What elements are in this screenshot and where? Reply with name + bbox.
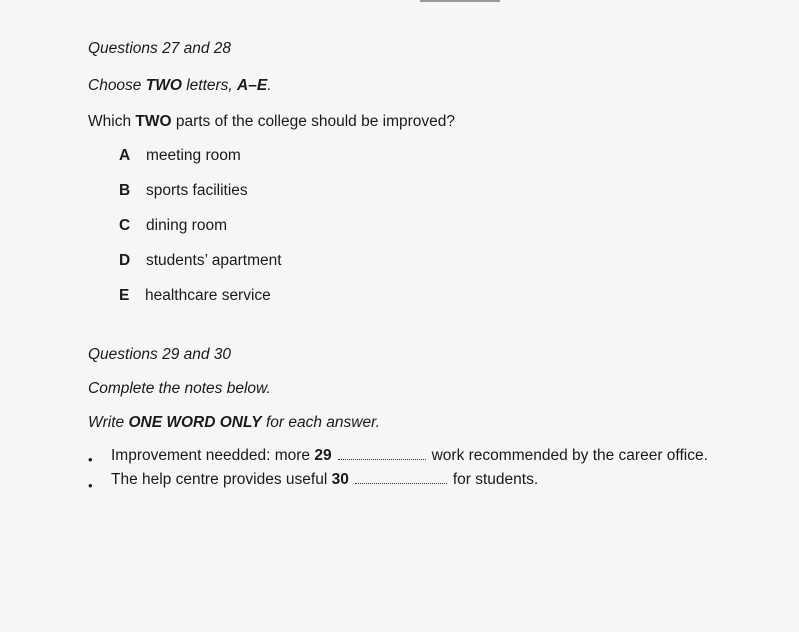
note-line-30: The help centre provides useful 30 for students. [111,471,539,488]
question-number-30: 30 [331,471,349,488]
option-letter: C [119,217,131,234]
option-text: meeting room [146,147,241,164]
section1-instruction: Choose TWO letters, A–E. [88,77,272,94]
option-letter: E [119,287,130,304]
scan-edge [420,0,500,2]
option-text: students’ apartment [146,252,282,269]
section2-instruction: Complete the notes below. [88,380,271,397]
option-text: sports facilities [146,182,248,199]
option-letter: A [119,147,131,164]
section2-heading: Questions 29 and 30 [88,346,232,363]
section1-question: Which TWO parts of the college should be improved? [88,113,456,130]
option-letter: D [119,252,131,269]
answer-blank-30[interactable] [355,482,447,484]
question-number-29: 29 [314,447,332,464]
section1-heading: Questions 27 and 28 [88,40,232,57]
note-line-29: Improvement needded: more 29 work recommended by the career office. [111,447,708,464]
section2-write-instruction: Write ONE WORD ONLY for each answer. [88,414,380,431]
answer-blank-29[interactable] [338,458,426,460]
option-text: healthcare service [145,287,271,304]
option-letter: B [119,182,131,199]
option-text: dining room [146,217,227,234]
bullet-dot-icon: • [88,478,93,493]
bullet-dot-icon: • [88,452,93,467]
